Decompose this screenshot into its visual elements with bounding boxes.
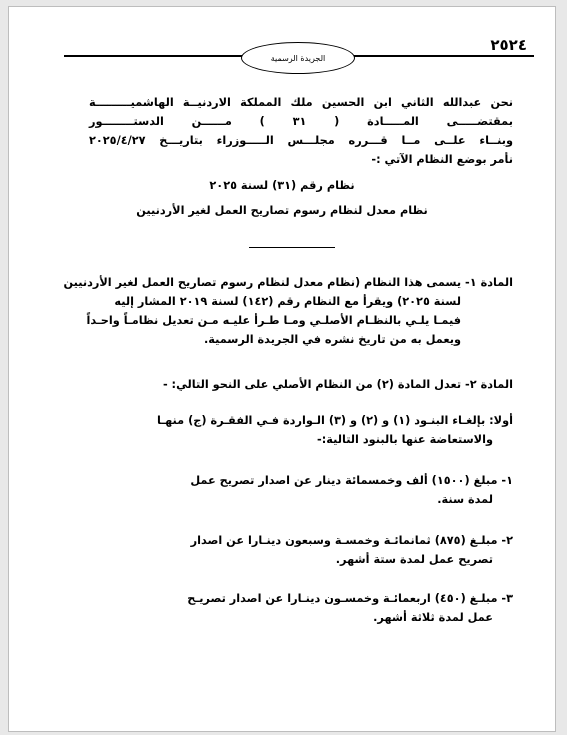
clause-first-line: أولا: بإلغـاء البنـود (١) و (٢) و (٣) الـواردة فـي الفقـرة (ج) منهـا [157,414,513,427]
item-line: تصريح عمل لمدة ستة أشهر. [335,553,493,566]
gazette-page [8,6,556,732]
clause-first-line: والاستعاضة عنها بالبنود التالية:- [317,433,493,446]
article-2-clause-first [89,411,513,449]
article-1-line: المادة ١- يسمى هذا النظام (نظام معدل لنظام رسوم تصاريح العمل لغير الأردنيين [63,276,513,289]
title-separator [249,247,335,248]
article-2-intro [89,375,513,394]
preamble-line: نحن عبدالله الثاني ابن الحسين ملك المملكة الاردنيــة الهاشميـــــــــة [89,96,513,109]
item-3 [89,589,513,627]
item-1 [89,471,513,509]
preamble-line: نأمر بوضع النظام الآتي :- [371,153,513,166]
article-1-line: فيمـا يلـي بالنظـام الأصلـي ومـا طـرأ عليـه مـن تعديل نظامـاً واحـداً [86,314,461,327]
article-1-line: لسنة ٢٠٢٥) ويقرأ مع النظام رقم (١٤٢) لسنة ٢٠١٩ المشار إليه [114,295,461,308]
item-line: لمدة سنة. [437,493,493,506]
page-number: ٢٥٢٤ [490,36,527,54]
article-1-line: ويعمل به من تاريخ نشره في الجريدة الرسمية. [203,333,461,346]
article-2-intro-line: المادة ٢- تعدل المادة (٢) من النظام الأصلي على النحو التالي: - [162,378,513,391]
item-line: ٣- مبلـغ (٤٥٠) اربعمائـة وخمسـون دينـارا عن اصدار تصريـح [187,592,513,605]
regulation-name: نظام معدل لنظام رسوم تصاريح العمل لغير الأردنيين [136,204,428,217]
item-line: ١- مبلغ (١٥٠٠) ألف وخمسمائة دينار عن اصدار تصريح عمل [190,474,513,487]
preamble-line: بمقتضـــــى المـــــادة ( ٣١ ) مــــــن الدستــــــــور [89,115,513,128]
gazette-emblem [241,42,355,74]
preamble [89,93,513,169]
item-2 [89,531,513,569]
item-line: عمل لمدة ثلاثة أشهر. [373,611,493,624]
emblem-text: الجريدة الرسمية [270,53,326,63]
article-1 [63,273,513,349]
item-line: ٢- مبلـغ (٨٧٥) ثمانمائـة وخمسـة وسبعون دينـارا عن اصدار [190,534,513,547]
regulation-number: نظام رقم (٣١) لسنة ٢٠٢٥ [209,179,355,192]
preamble-line: وبنــاء علــى مــا قـــرره مجلـــس الـــــوزراء بتاريـــخ ٢٠٢٥/٤/٢٧ [89,134,513,147]
